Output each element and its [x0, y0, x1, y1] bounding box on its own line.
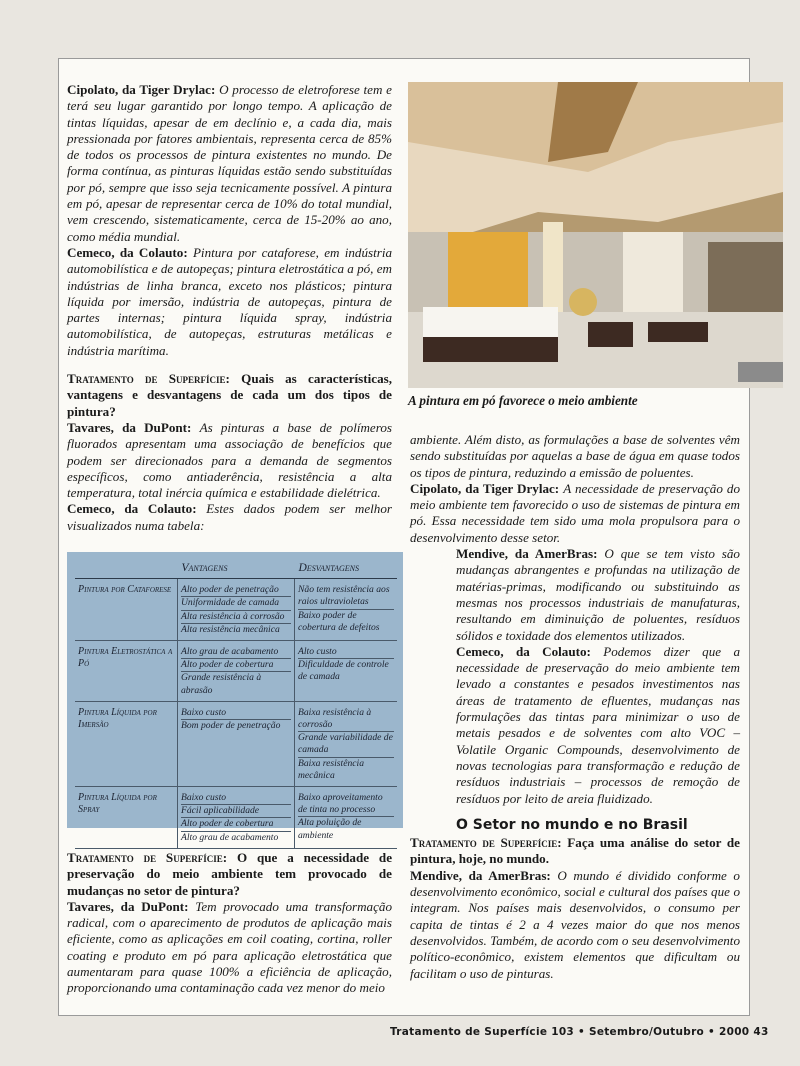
cell-vantagens [178, 641, 295, 702]
column-left-bottom [67, 850, 392, 997]
table-header-vantagens: Vantagens [178, 558, 295, 579]
table-header [75, 558, 178, 579]
cell-item: Baixo custo [181, 707, 291, 720]
answer-text: ambiente. Além disto, as formulações a base de solventes vêm sendo substituídas por aquelas a base de água em quase todos os tipos de pintura, reduzindo a emissão de poluentes. [410, 432, 740, 480]
photo-caption: A pintura em pó favorece o meio ambiente [408, 393, 638, 408]
answer-text: As pinturas a base de polímeros fluorados apresentam uma associação de benefícios que podem ser direcionados para a demanda de segmentos específicos, como antiaderência, resistência a alta temperatura, total inércia química e estabilidade dielétrica. [67, 419, 392, 501]
page-footer: Tratamento de Superfície 103 • Setembro/Outubro • 2000 43 [390, 1026, 769, 1038]
question-prefix: Tratamento de Superfície: [67, 371, 230, 387]
cell-item: Alta resistência mecânica [181, 623, 280, 635]
cell-item: Alto poder de cobertura [181, 659, 291, 672]
question-text: O que a necessidade de preservação do meio ambiente tem provocado de mudanças no setor de pintura? [67, 850, 393, 898]
question [67, 850, 392, 899]
comparison-table-box [67, 552, 403, 843]
paragraph [410, 644, 740, 807]
cell-item: Fácil aplicabilidade [181, 805, 291, 818]
cell-desvantagens [295, 579, 398, 641]
answer-text: Estes dados podem ser melhor visualizados numa tabela: [67, 501, 392, 533]
cell-item: Baixo custo [181, 792, 291, 805]
speaker: Mendive, da AmerBras: [456, 546, 598, 562]
cell-item: Grande variabilidade de camada [298, 732, 394, 757]
speaker: Tavares, da DuPont: [67, 419, 192, 435]
cell-item: Alto grau de acabamento [181, 831, 279, 843]
cell-item: Não tem resistência aos raios ultravioletas [298, 584, 394, 609]
answer-text: O mundo é dividido conforme o desenvolvimento econômico, social e cultural dos países que o integram. Nos países mais desenvolvidos, o consumo per capita de tintas é 2 a 4 vezes maior do que nos menos desenvolvidos. Também, de acordo com o seu desenvolvimento político-econômico, existem elementos que dificultam ou facilitam o uso de pinturas. [410, 867, 740, 981]
cell-item: Grande resistência à abrasão [181, 672, 262, 696]
comparison-table [75, 558, 397, 849]
cell-item: Uniformidade de camada [181, 597, 291, 610]
speaker: Cemeco, da Colauto: [67, 501, 197, 517]
table-row [75, 701, 397, 786]
speaker: Cipolato, da Tiger Drylac: [67, 82, 216, 97]
paragraph [67, 82, 392, 245]
speaker: Cipolato, da Tiger Drylac: [410, 480, 560, 496]
cell-item: Dificuldade de controle de camada [298, 659, 389, 683]
column-left [67, 82, 392, 534]
cell-item: Alta poluição de ambiente [298, 817, 362, 841]
speaker: Cemeco, da Colauto: [456, 643, 591, 659]
cell-vantagens [178, 579, 295, 641]
table-row [75, 787, 397, 849]
cell-item: Alta resistência à corrosão [181, 611, 291, 624]
paragraph [67, 420, 392, 501]
photo-interior [408, 82, 783, 388]
answer-text: O que se tem visto são mudanças abrangentes e profundas na utilização de matérias-primas, modificando ou substituindo as mesmas nos processos industriais de manufaturas, resultando em diminuição de poluentes, resíduos sólidos e toxidade dos elementos utilizados. [456, 546, 740, 643]
paragraph [410, 546, 740, 644]
answer-text: Pintura por cataforese, em indústria automobilística e de autopeças; pintura eletrostática a pó, em indústrias de linha branca, exceto nos plásticos; pintura líquida por imersão, indústria de autopeças, pintura de partes internas; pintura líquida spray, indústria automobilística, de autopeças, estruturas metálicas e indústria marítima. [67, 244, 393, 358]
column-right [410, 432, 740, 982]
row-label: Pintura Líquida por Spray [75, 787, 178, 849]
answer-text: O processo de eletroforese tem e terá seu lugar garantido por longo tempo. A aplicação de tintas líquidas, apesar de em declínio e, a cada dia, mais pressionada por fatores ambientais, representa cerca de 85% de todos os processos de pintura existentes no mundo. De forma contínua, as pinturas líquidas estão sendo substituídas por pó, sempre que isso seja tecnicamente possível. A pintura em pó, apesar de representar cerca de 10% do total mundial, vem crescendo, sistematicamente, cerca de 15-20% ao ano, como média mundial. [67, 82, 392, 244]
question-prefix: Tratamento de Superfície: [410, 835, 562, 851]
cell-item: Baixa resistência à corrosão [298, 707, 394, 732]
section-heading: O Setor no mundo e no Brasil [456, 816, 688, 833]
answer-text: Tem provocado uma transformação radical, com o aparecimento de produtos de aplicação mais eficiente, como as aplicações em coil coating, cortina, roller coating e produto em pó para aplicação eletrostática que aumentaram para quase 100% a eficiência de aplicação, proporcionando uma contaminação cada vez menor do meio [67, 898, 393, 996]
question-prefix: Tratamento de Superfície: [67, 850, 228, 865]
paragraph [67, 501, 392, 534]
answer-text: Podemos dizer que a necessidade de preservação do meio ambiente tem levado a constantes e pesados investimentos nas áreas de tratamento de efluentes, mudanças nas formulações das tintas para minimizar o uso de metais pesados e de solventes com alto VOC – Volatile Organic Compounds, desenvolvimento de novas tecnologias para transformação e redução de resíduos industriais – processos de remoção de resíduos por leito de areia fluidizado. [456, 643, 740, 806]
paragraph [67, 245, 392, 359]
question [410, 835, 740, 868]
cell-desvantagens [295, 787, 398, 849]
paragraph [67, 899, 392, 997]
table-row [75, 579, 397, 641]
table-row [75, 641, 397, 702]
question-text: Faça uma análise do setor de pintura, hoje, no mundo. [410, 835, 740, 867]
speaker: Cemeco, da Colauto: [67, 244, 188, 260]
cell-vantagens [178, 701, 295, 786]
cell-item: Baixo aproveitamento de tinta no processo [298, 792, 394, 817]
cell-item: Baixo poder de cobertura de defeitos [298, 609, 380, 633]
cell-item: Alto grau de acabamento [181, 646, 291, 659]
cell-desvantagens [295, 641, 398, 702]
row-label: Pintura Eletrostática a Pó [75, 641, 178, 702]
paragraph [410, 868, 740, 982]
row-label: Pintura Líquida por Imersão [75, 701, 178, 786]
paragraph [410, 432, 740, 481]
cell-vantagens [178, 787, 295, 849]
cell-item: Bom poder de penetração [181, 720, 281, 732]
cell-desvantagens [295, 701, 398, 786]
photo-illustration [408, 82, 783, 388]
cell-item: Baixa resistência mecânica [298, 757, 364, 781]
answer-text: A necessidade de preservação do meio ambiente tem favorecido o uso de sistemas de pintura em pó. Essa necessidade tem sido uma mola propulsora para o desenvolvimento desse setor. [410, 480, 741, 545]
question [67, 371, 392, 420]
row-label: Pintura por Cataforese [75, 579, 178, 641]
cell-item: Alto poder de cobertura [181, 818, 291, 831]
speaker: Mendive, da AmerBras: [410, 867, 551, 883]
question-text: Quais as características, vantagens e desvantagens de cada um dos tipos de pintura? [67, 371, 392, 419]
cell-item: Alto custo [298, 646, 394, 659]
table-header-desvantagens: Desvantagens [295, 558, 398, 579]
speaker: Tavares, da DuPont: [67, 898, 189, 914]
paragraph [410, 481, 740, 546]
cell-item: Alto poder de penetração [181, 584, 291, 597]
